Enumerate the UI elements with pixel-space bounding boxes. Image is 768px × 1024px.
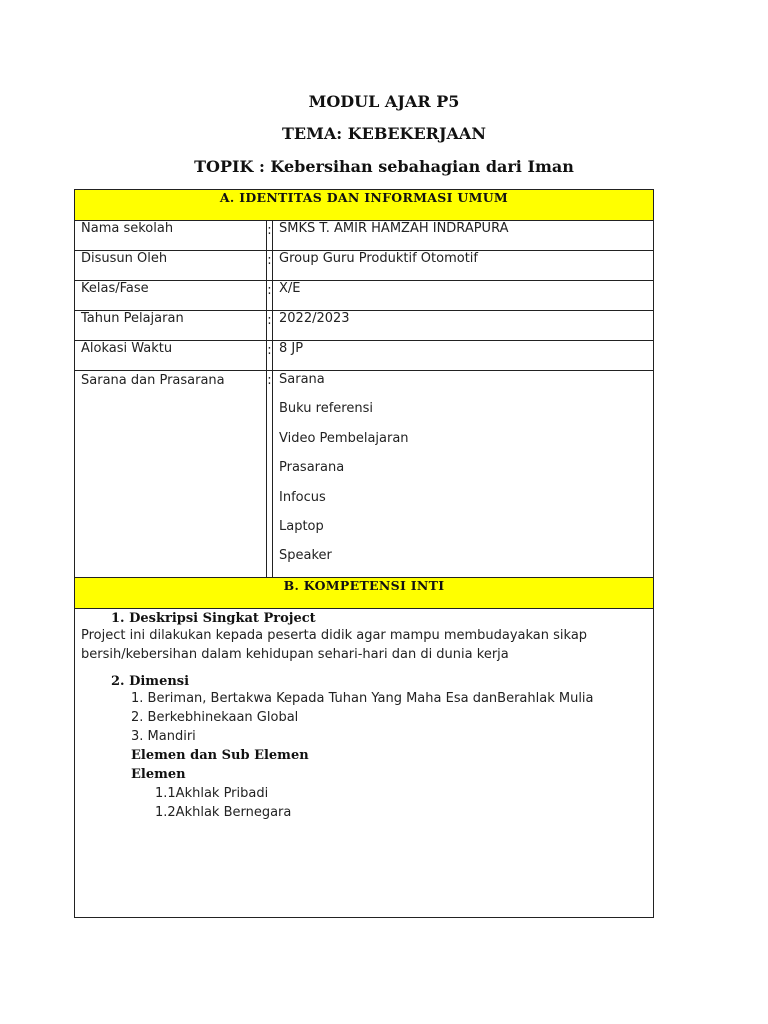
colon: : bbox=[267, 311, 273, 341]
info-row bbox=[75, 221, 654, 251]
project-description-heading: 1. Deskripsi Singkat Project bbox=[111, 610, 316, 626]
info-value: 2022/2023 bbox=[273, 311, 654, 341]
sarana-item: Video Pembelajaran bbox=[279, 430, 409, 446]
project-description-text: Project ini dilakukan kepada peserta didik agar mampu membudayakan sikap bersih/kebersihan dalam kehidupan sehari-hari dan di dunia kerja bbox=[81, 627, 588, 662]
element-item: 1.2Akhlak Bernegara bbox=[155, 804, 292, 820]
element-subelement-heading: Elemen dan Sub Elemen bbox=[131, 747, 309, 763]
sarana-item: Speaker bbox=[279, 548, 332, 564]
colon: : bbox=[267, 341, 273, 371]
sarana-list bbox=[273, 371, 654, 578]
sarana-item: Infocus bbox=[279, 489, 326, 505]
colon: : bbox=[267, 371, 273, 578]
info-value: Group Guru Produktif Otomotif bbox=[273, 251, 654, 281]
info-value: SMKS T. AMIR HAMZAH INDRAPURA bbox=[273, 221, 654, 251]
element-item: 1.1Akhlak Pribadi bbox=[155, 785, 269, 801]
sarana-item: Prasarana bbox=[279, 460, 345, 476]
section-a-header: A. IDENTITAS DAN INFORMASI UMUM bbox=[75, 190, 654, 221]
dimension-item: 3. Mandiri bbox=[131, 728, 196, 744]
module-table bbox=[74, 189, 654, 918]
info-row bbox=[75, 251, 654, 281]
sarana-row bbox=[75, 371, 654, 578]
dimension-item: 2. Berkebhinekaan Global bbox=[131, 709, 299, 725]
theme-title: TEMA: KEBEKERJAAN bbox=[282, 124, 486, 143]
section-b-header: B. KOMPETENSI INTI bbox=[75, 577, 654, 608]
info-label: Disusun Oleh bbox=[75, 251, 267, 281]
topic-title: TOPIK : Kebersihan sebahagian dari Iman bbox=[194, 157, 574, 176]
colon: : bbox=[267, 221, 273, 251]
sarana-item: Buku referensi bbox=[279, 401, 373, 417]
info-row bbox=[75, 341, 654, 371]
dimension-item: 1. Beriman, Bertakwa Kepada Tuhan Yang Maha Esa danBerahlak Mulia bbox=[131, 690, 594, 706]
competency-content bbox=[75, 608, 654, 917]
info-value: X/E bbox=[273, 281, 654, 311]
info-label: Alokasi Waktu bbox=[75, 341, 267, 371]
sarana-item: Laptop bbox=[279, 518, 324, 534]
element-heading: Elemen bbox=[131, 766, 186, 782]
sarana-item: Sarana bbox=[279, 372, 325, 387]
info-row bbox=[75, 311, 654, 341]
module-title: MODUL AJAR P5 bbox=[308, 92, 460, 111]
info-row bbox=[75, 281, 654, 311]
info-label: Tahun Pelajaran bbox=[75, 311, 267, 341]
dimension-heading: 2. Dimensi bbox=[111, 673, 190, 689]
info-label: Nama sekolah bbox=[75, 221, 267, 251]
colon: : bbox=[267, 251, 273, 281]
sarana-label: Sarana dan Prasarana bbox=[75, 371, 267, 578]
colon: : bbox=[267, 281, 273, 311]
info-label: Kelas/Fase bbox=[75, 281, 267, 311]
info-value: 8 JP bbox=[273, 341, 654, 371]
